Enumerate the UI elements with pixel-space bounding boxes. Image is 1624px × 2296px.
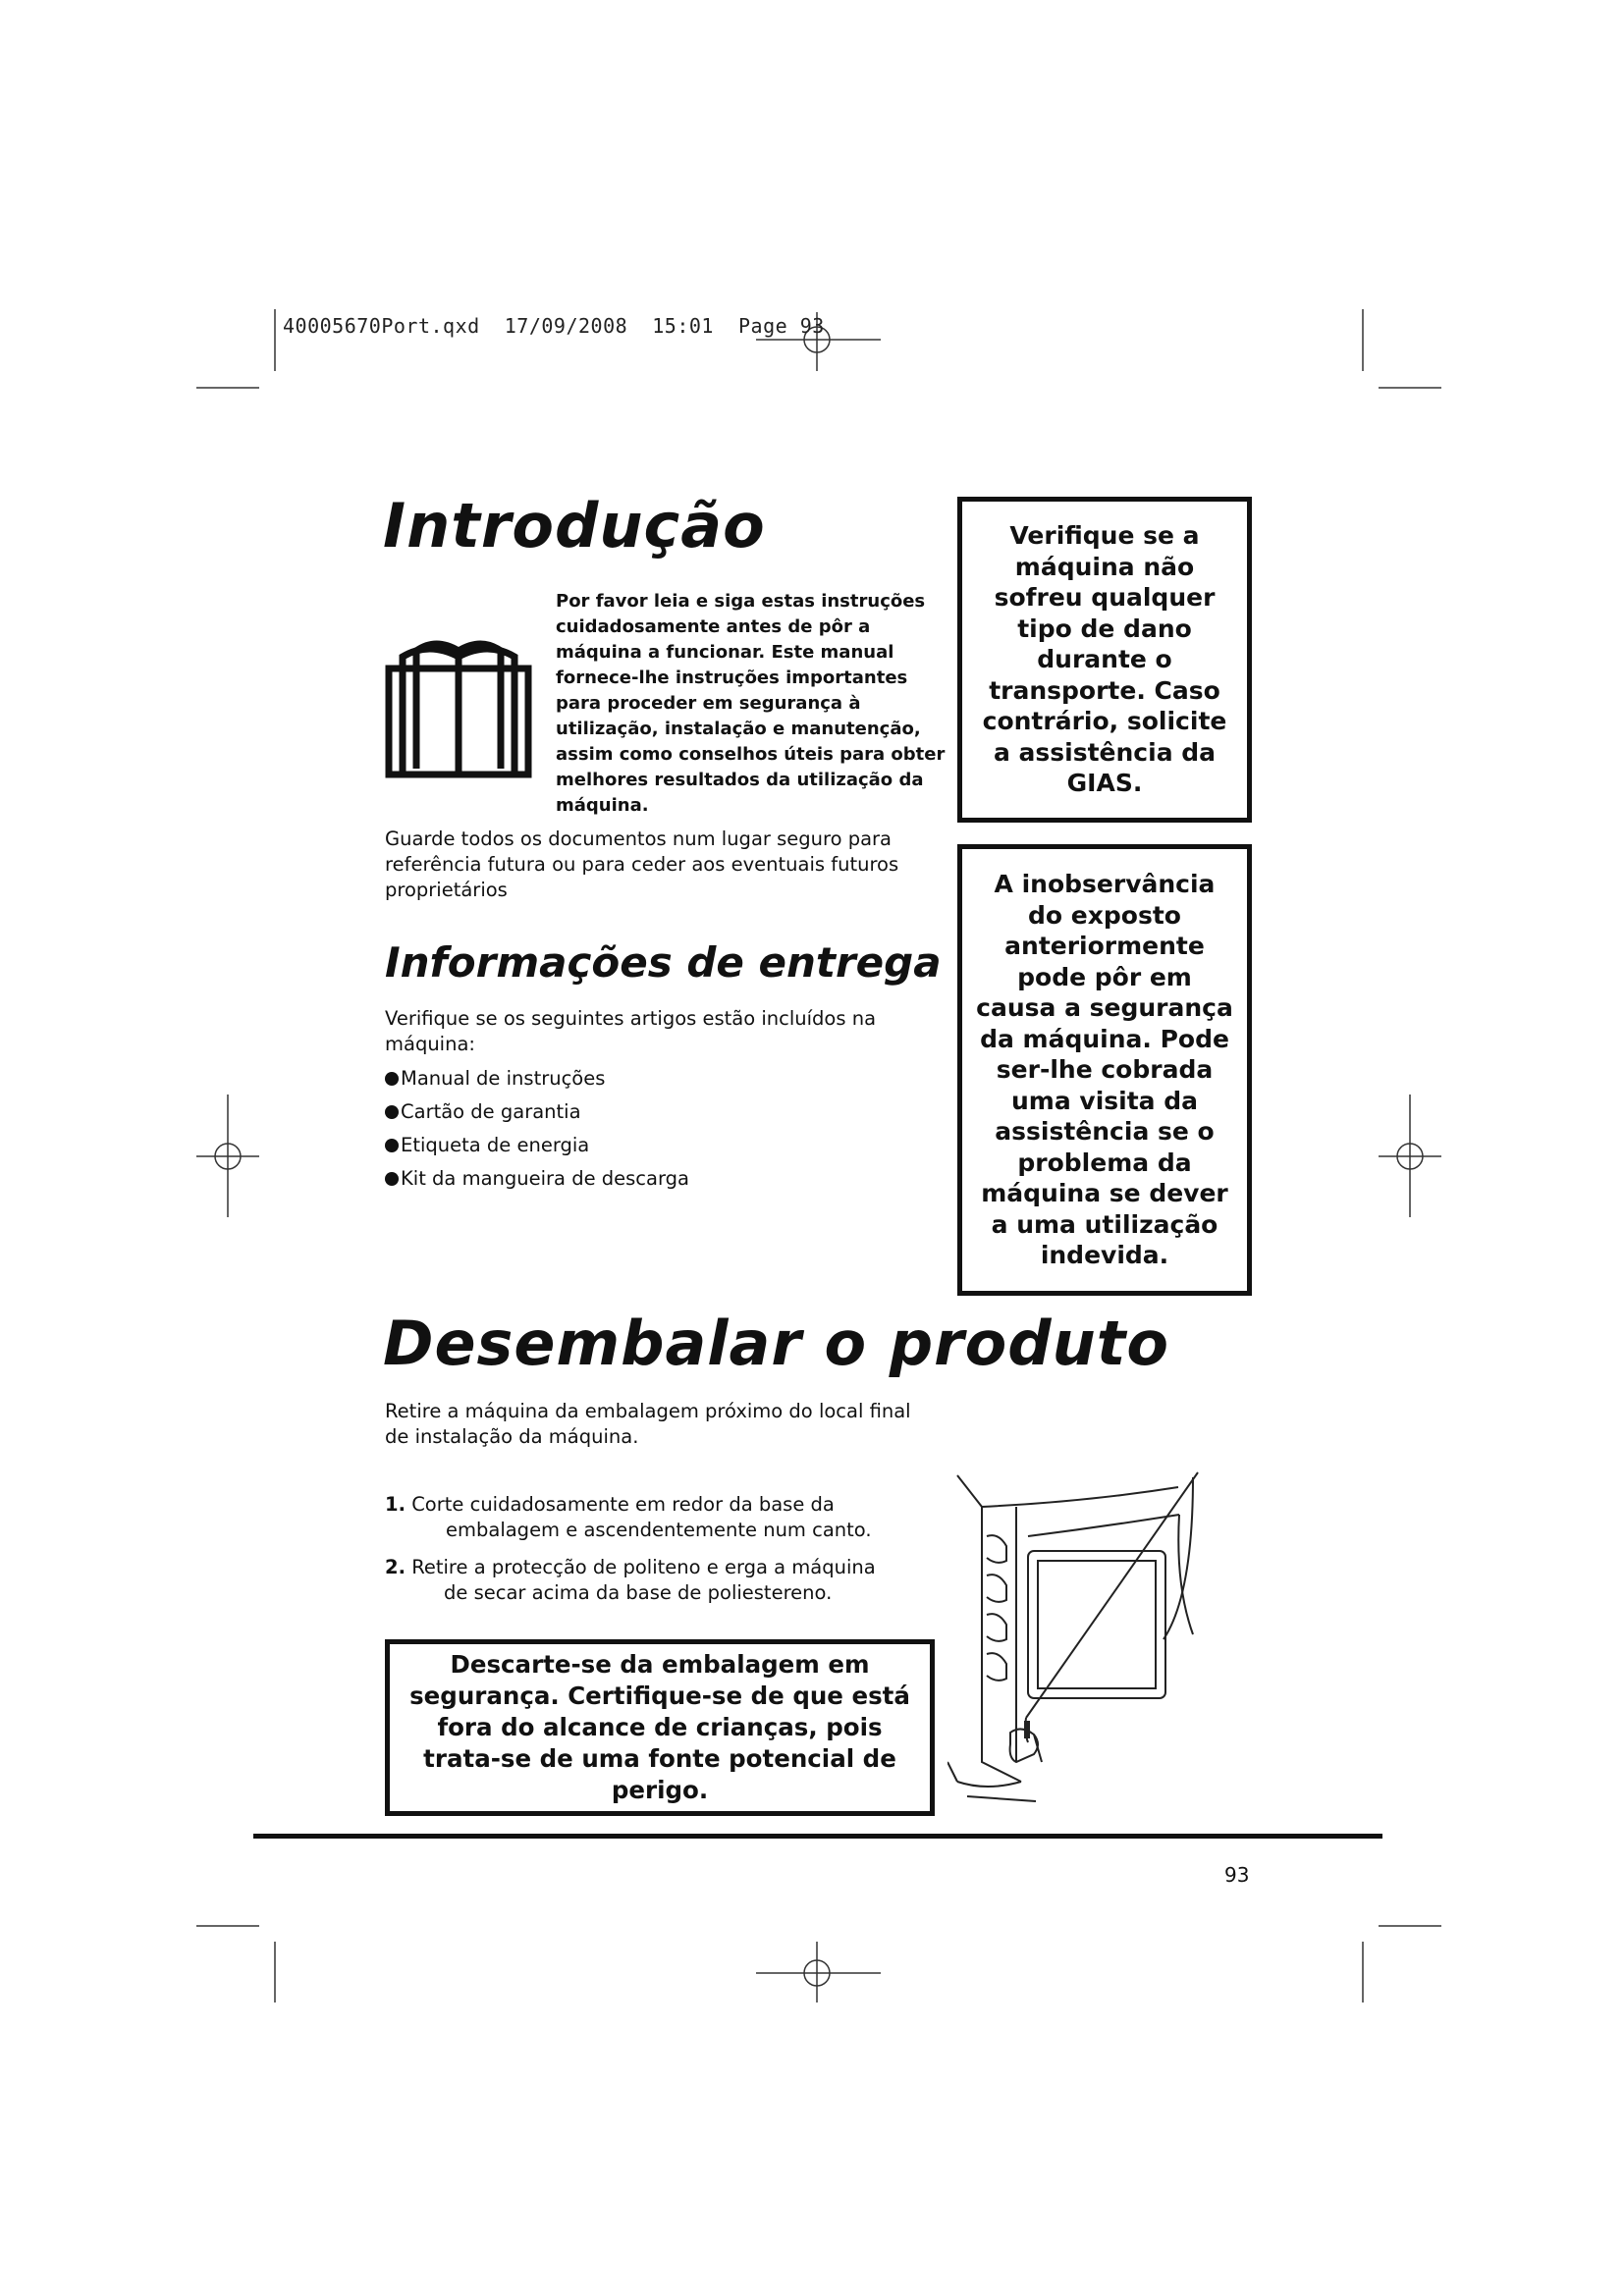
- disposal-warning-box: [385, 1639, 935, 1816]
- disposal-warning-text: Descarte-se da embalagem em segurança. Certifique-se de que está fora do alcance de crianças, pois trata-se de uma fonte potencial de perigo.: [409, 1650, 910, 1804]
- step-item: 2. Retire a protecção de politeno e erga a máquina de secar acima da base de poliestereno.: [385, 1556, 876, 1604]
- page-number: 93: [1224, 1863, 1250, 1887]
- file-slug: 40005670Port.qxd 17/09/2008 15:01 Page 93: [283, 314, 825, 338]
- intro-instructions: Por favor leia e siga estas instruções cuidadosamente antes de pôr a máquina a funcionar. Este manual fornece-lhe instruções importantes para proceder em segurança à utilização, instalação e manutenção, assim como conselhos úteis para obter melhores resultados da utilização da máquina.: [556, 591, 946, 816]
- bullet-icon: [385, 1072, 399, 1086]
- bullet-icon: [385, 1172, 399, 1186]
- list-item: Manual de instruções: [385, 1062, 689, 1095]
- bullet-icon: [385, 1105, 399, 1119]
- misuse-warning-text: A inobservância do exposto anteriormente pode pôr em causa a segurança da máquina. Pode ser-lhe cobrada uma visita da assistência se o problema da máquina se dever a uma utilização indevida.: [976, 870, 1233, 1270]
- bullet-icon: [385, 1139, 399, 1152]
- unpack-heading: Desembalar o produto: [383, 1308, 1170, 1379]
- footer-rule: [253, 1834, 1382, 1839]
- unpacking-illustration: [947, 1468, 1242, 1816]
- open-book-icon: [385, 633, 532, 778]
- delivery-intro: Verifique se os seguintes artigos estão incluídos na máquina:: [385, 1007, 877, 1055]
- delivery-heading: Informações de entrega: [385, 938, 942, 987]
- list-item: Kit da mangueira de descarga: [385, 1162, 689, 1196]
- damage-check-box: [957, 497, 1252, 823]
- damage-check-text: Verifique se a máquina não sofreu qualquer tipo de dano durante o transporte. Caso contrário, solicite a assistência da GIAS.: [982, 521, 1227, 798]
- step-item: 1. Corte cuidadosamente em redor da base da embalagem e ascendentemente num canto.: [385, 1493, 872, 1541]
- list-item: Cartão de garantia: [385, 1095, 689, 1129]
- registration-target-right: [1379, 1095, 1441, 1217]
- misuse-warning-box: [957, 844, 1252, 1296]
- unpack-steps: [385, 1492, 935, 1618]
- intro-paragraph: Guarde todos os documentos num lugar seguro para referência futura ou para ceder aos eventuais futuros proprietários: [385, 828, 899, 901]
- registration-target-left: [196, 1095, 259, 1217]
- unpack-intro: Retire a máquina da embalagem próximo do local final de instalação da máquina.: [385, 1400, 911, 1448]
- list-item: Etiqueta de energia: [385, 1129, 689, 1162]
- registration-target-bottom: [756, 1942, 881, 2002]
- intro-heading: Introdução: [383, 490, 766, 561]
- delivery-list: [385, 1062, 689, 1196]
